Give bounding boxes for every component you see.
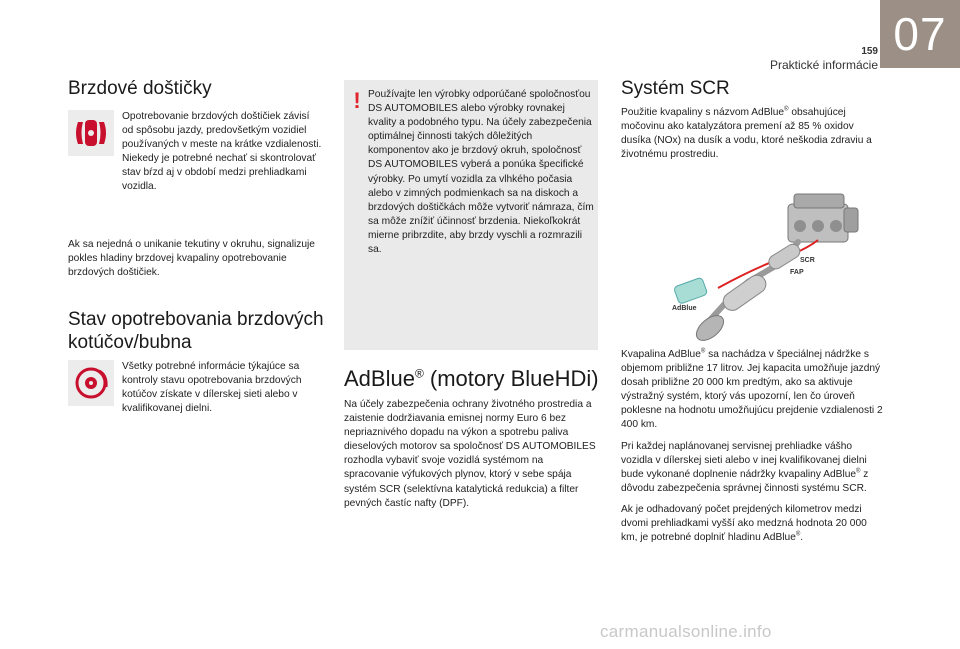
scr-system-diagram	[648, 182, 892, 342]
brake-pads-title: Brzdové doštičky	[68, 78, 212, 99]
warning-icon: !	[353, 88, 361, 113]
brake-pads-intro: Opotrebovanie brzdových doštičiek závisí od spôsobu jazdy, predovšetkým vozidiel používaných v meste na krátke vzdialenosti. Niekedy je potrebné nechať si skontrolovať stav bŕzd aj v období medzi prehliadkami vozidla.	[122, 111, 322, 193]
chapter-number: 07	[880, 0, 960, 68]
chapter-title: Praktické informácie	[769, 58, 878, 72]
brake-disc-icon	[68, 360, 114, 406]
scr-title: Systém SCR	[621, 78, 730, 99]
page-number: 159	[861, 46, 878, 57]
engine-illustration	[788, 194, 858, 242]
scr-intro: Použitie kvapaliny s názvom AdBlue® obsahujúcej močovinu ako katalyzátora premení až 85 % oxidov dusíka (NOx) na dusík a vodu, ktoré neškodia zdraviu a životnému prostrediu.	[621, 106, 872, 161]
adblue-text: Na účely zabezpečenia ochrany životného prostredia a zaistenie dodržiavania emisnej normy Euro 6 bez nepriaznivého dopadu na výkon a spotrebu paliva dieselových motorov sa spoločnosť DS AUTOMOBILES rozhodla vybaviť svoje vozidlá systémom na spracovanie výfukových plynov, ktorý v sebe spája systém SCR (selektívna katalytická redukcia) a filter pevných častíc nafty (DPF).	[344, 399, 596, 509]
scr-paragraph-tank: Kvapalina AdBlue® sa nachádza v špeciálnej nádržke s objemom približne 17 litrov. Jej kapacita umožňuje jazdný dosah približne 20 000 km predtým, ako sa aktivuje výstražný systém, ktorý vás upozorní, len čo úroveň poklesne na hodnotu umožňujúcu prejdenie vzdialenosti 2 400 km.	[621, 348, 883, 431]
brake-pads-icon-tile	[68, 110, 114, 156]
brake-disc-icon-tile	[68, 360, 114, 406]
adblue-title: AdBlue® (motory BlueHDi)	[344, 366, 599, 391]
scr-paragraph-service: Pri každej naplánovanej servisnej prehliadke vášho vozidla v dílerskej sieti alebo v inej kvalifikovanej dielni bude vykonané doplnenie nádržky kvapaliny AdBlue® z dôvodu zabezpečenia správnej činnosti systému SCR.	[621, 440, 869, 494]
scr-label: SCR	[800, 257, 815, 264]
fap-label: FAP	[790, 269, 804, 276]
watermark: carmanualsonline.info	[600, 622, 772, 641]
brake-discs-text: Všetky potrebné informácie týkajúce sa kontroly stavu opotrebovania brzdových kotúčov získate v dílerskej sieti alebo v kvalifikovanej dielni.	[122, 361, 302, 415]
brake-pads-icon	[68, 110, 114, 156]
brake-fluid-note: Ak sa nejedná o unikanie tekutiny v okruhu, signalizuje pokles hladiny brzdovej kvapaliny opotrebovanie brzdových doštičiek.	[68, 239, 315, 279]
scr-paragraph-refill: Ak je odhadovaný počet prejdených kilometrov medzi dvomi prehliadkami vyšší ako medzná hodnota 20 000 km, je potrebné doplniť hladinu AdBlue®.	[621, 503, 867, 544]
adblue-tank-label: AdBlue	[672, 305, 697, 312]
scr-details	[621, 348, 883, 552]
brake-discs-title: Stav opotrebovania brzdových kotúčov/bubna	[68, 309, 324, 353]
warning-text: Používajte len výrobky odporúčané spoločnosťou DS AUTOMOBILES alebo výrobky rovnakej kvality a podobného typu. Na účely zabezpečenia optimálnej činnosti takých dôležitých komponentov ako je brzdový okruh, spoločnosť DS AUTOMOBILES vyberá a ponúka špecifické výrobky. Po umytí vozidla za vlhkého počasia alebo v zimných podmienkach sa na diskoch a brzdových doštičkách môže vytvoriť námraza, čím sa môže znížiť účinnosť brzdenia. Niekoľkokrát mierne pribrzdite, aby brzdy vyschli a rozmrazili sa.	[368, 89, 594, 256]
